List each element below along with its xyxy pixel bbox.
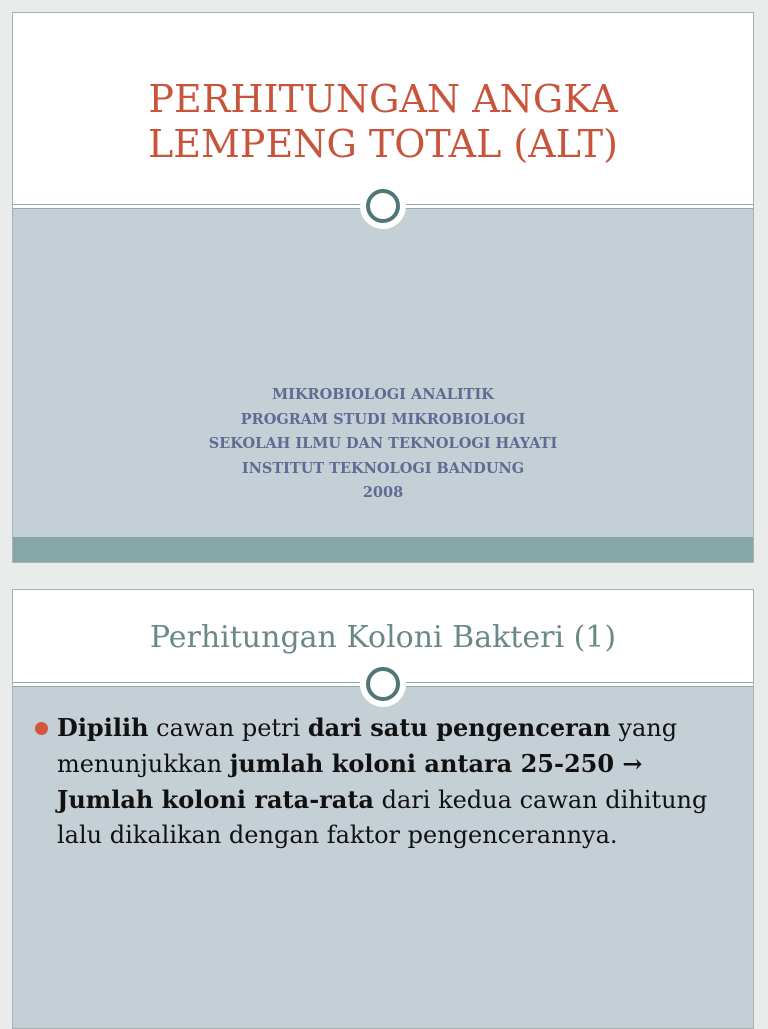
bullet-segment: Dipilih <box>57 713 149 742</box>
circle-ring-icon <box>360 183 406 229</box>
title-band <box>13 13 753 206</box>
footer-bar <box>13 537 753 563</box>
subtitle-line-3: SEKOLAH ILMU DAN TEKNOLOGI HAYATI <box>208 435 558 452</box>
bullet-segment: jumlah koloni antara 25-250 <box>229 749 615 778</box>
subtitle-line-2: PROGRAM STUDI MIKROBIOLOGI <box>240 410 526 428</box>
circle-ring-icon <box>360 661 406 707</box>
right-arrow-icon: → <box>614 749 643 778</box>
main-title-line-2: LEMPENG TOTAL (ALT) <box>148 122 618 166</box>
subtitle-line-4: INSTITUT TEKNOLOGI BANDUNG <box>241 459 525 477</box>
bullet-segment: yang menunjukkan <box>57 714 678 778</box>
main-title-line-1: PERHITUNGAN ANGKA <box>148 77 618 121</box>
slide-title: Perhitungan Koloni Bakteri (1) <box>149 620 617 655</box>
bullet-text <box>57 710 725 853</box>
main-title <box>13 77 753 167</box>
round-bullet-icon <box>35 722 48 735</box>
subtitle-line-1: MIKROBIOLOGI ANALITIK <box>272 386 494 403</box>
subtitle <box>13 383 753 506</box>
bullet-segment: dari satu pengenceran <box>307 713 611 742</box>
bullet-segment: cawan petri <box>148 714 308 742</box>
bullet-segment: Jumlah koloni rata-rata <box>57 785 374 814</box>
slide-2 <box>12 589 754 1029</box>
subtitle-line-5: 2008 <box>362 484 404 501</box>
slide-1 <box>12 12 754 563</box>
bullet-segment: dari kedua cawan dihitung lalu dikalikan dengan faktor pengencerannya. <box>57 786 708 849</box>
bullet-item <box>35 710 725 853</box>
